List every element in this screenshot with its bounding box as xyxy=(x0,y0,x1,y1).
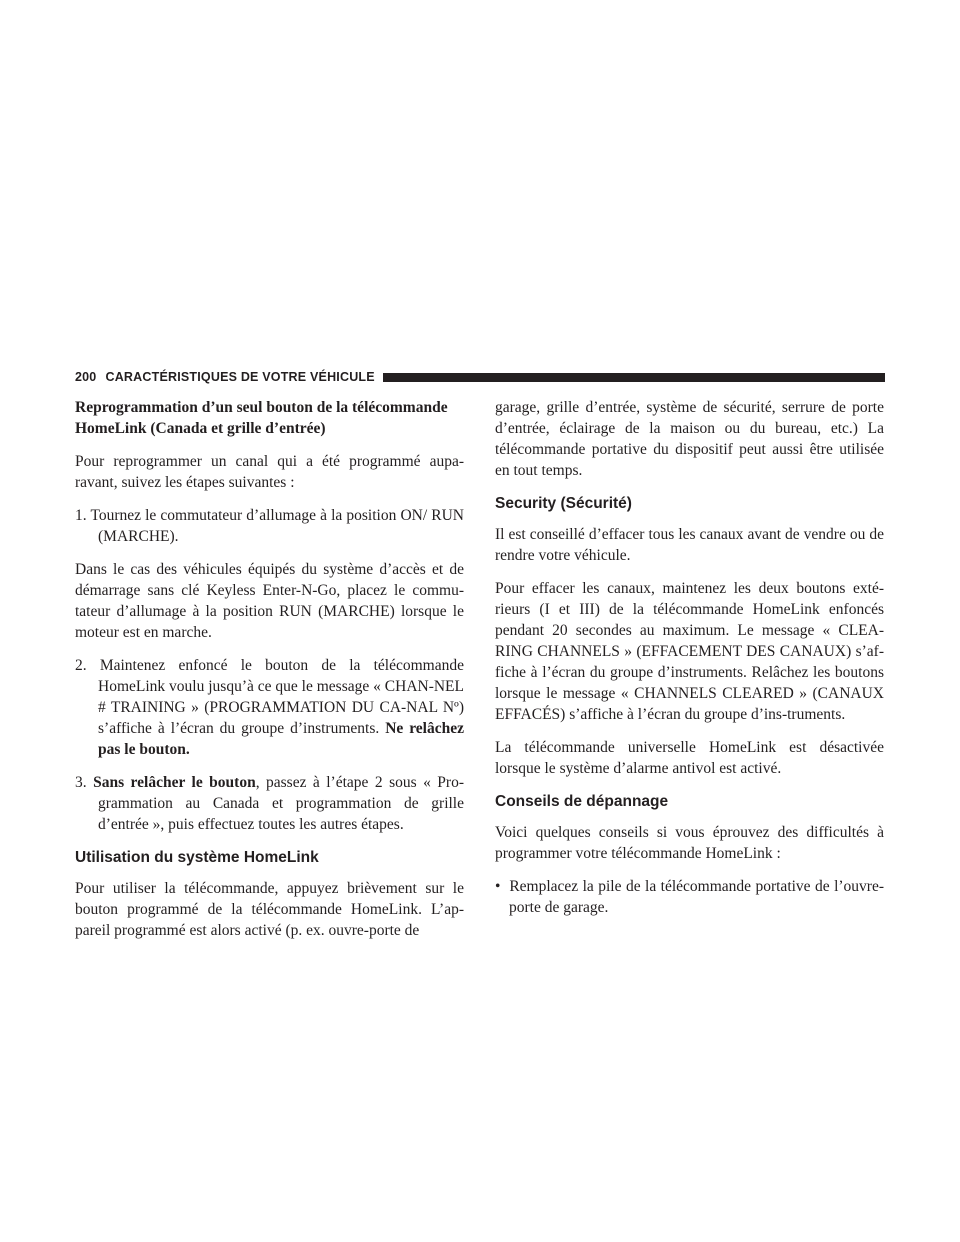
tip-1-text: Remplacez la pile de la télécommande portative de l’ouvre-porte de garage. xyxy=(509,878,884,916)
step-2-text: 2. Maintenez enfoncé le bouton de la télécommande HomeLink voulu jusqu’à ce que le message « CHAN-NEL # TRAINING » (PROGRAMMATION DU CA-NAL Nº) s’affiche à l’écran du groupe d’instruments. xyxy=(75,657,464,737)
usage-continuation: garage, grille d’entrée, système de sécurité, serrure de porte d’entrée, éclairage de la maison ou du bureau, etc.) La télécommande portative du dispositif peut aussi être utilisée en tout temps. xyxy=(495,399,884,479)
security-heading: Security (Sécurité) xyxy=(495,495,632,512)
security-paragraph-2: Pour effacer les canaux, maintenez les deux boutons exté-rieurs (I et III) de la télécommande HomeLink enfoncés pendant 20 secondes au maximum. Le message « CLEA-RING CHANNELS » (EFFACEMENT DES CANAUX) s’af-fiche à l’écran du groupe d’instruments. Relâchez les boutons lorsque le message « CHANNELS CLEARED » (CANAUX EFFACÉS) s’affiche à l’écran du groupe d’ins-truments. xyxy=(495,580,884,723)
step-3-text: , passez à l’étape 2 sous « Pro-grammation au Canada et programmation de grille d’entrée », puis effectuez toutes les autres étapes. xyxy=(98,774,464,833)
keyless-paragraph: Dans le cas des véhicules équipés du système d’accès et de démarrage sans clé Keyless Enter-N-Go, placez le commu-tateur d’allumage à la position RUN (MARCHE) lorsque le moteur est en marche. xyxy=(75,561,464,641)
security-paragraph-1: Il est conseillé d’effacer tous les canaux avant de vendre ou de rendre votre véhicule. xyxy=(495,526,884,564)
step-3-number: 3. xyxy=(75,774,87,791)
reprogramming-heading: Reprogrammation d’un seul bouton de la télécommande HomeLink (Canada et grille d’entrée) xyxy=(75,399,448,437)
step-1: 1. Tournez le commutateur d’allumage à la position ON/ RUN (MARCHE). xyxy=(75,507,464,545)
step-3-bold: Sans relâcher le bouton xyxy=(93,774,256,791)
section-title: CARACTÉRISTIQUES DE VOTRE VÉHICULE xyxy=(105,370,375,384)
step-2 xyxy=(75,655,464,760)
bullet-icon: • xyxy=(495,878,501,895)
troubleshooting-intro: Voici quelques conseils si vous éprouvez des difficultés à programmer votre télécommande HomeLink : xyxy=(495,824,884,862)
homelink-usage-heading: Utilisation du système HomeLink xyxy=(75,849,319,866)
reprogramming-intro: Pour reprogrammer un canal qui a été programmé aupa-ravant, suivez les étapes suivantes : xyxy=(75,453,464,491)
left-column xyxy=(75,397,464,953)
page-number: 200 xyxy=(75,370,97,384)
troubleshooting-tip-1 xyxy=(495,876,884,918)
homelink-usage-paragraph: Pour utiliser la télécommande, appuyez brièvement sur le bouton programmé de la télécommande HomeLink. L’ap-pareil programmé est alors activé (p. ex. ouvre-porte de xyxy=(75,880,464,939)
troubleshooting-heading: Conseils de dépannage xyxy=(495,793,669,810)
step-2-bold: Ne relâchez pas le bouton. xyxy=(98,720,465,758)
step-3 xyxy=(75,772,464,835)
right-column xyxy=(495,397,884,930)
header-rule xyxy=(383,373,885,382)
security-paragraph-3: La télécommande universelle HomeLink est désactivée lorsque le système d’alarme antivol est activé. xyxy=(495,739,884,777)
page-header xyxy=(75,368,885,386)
